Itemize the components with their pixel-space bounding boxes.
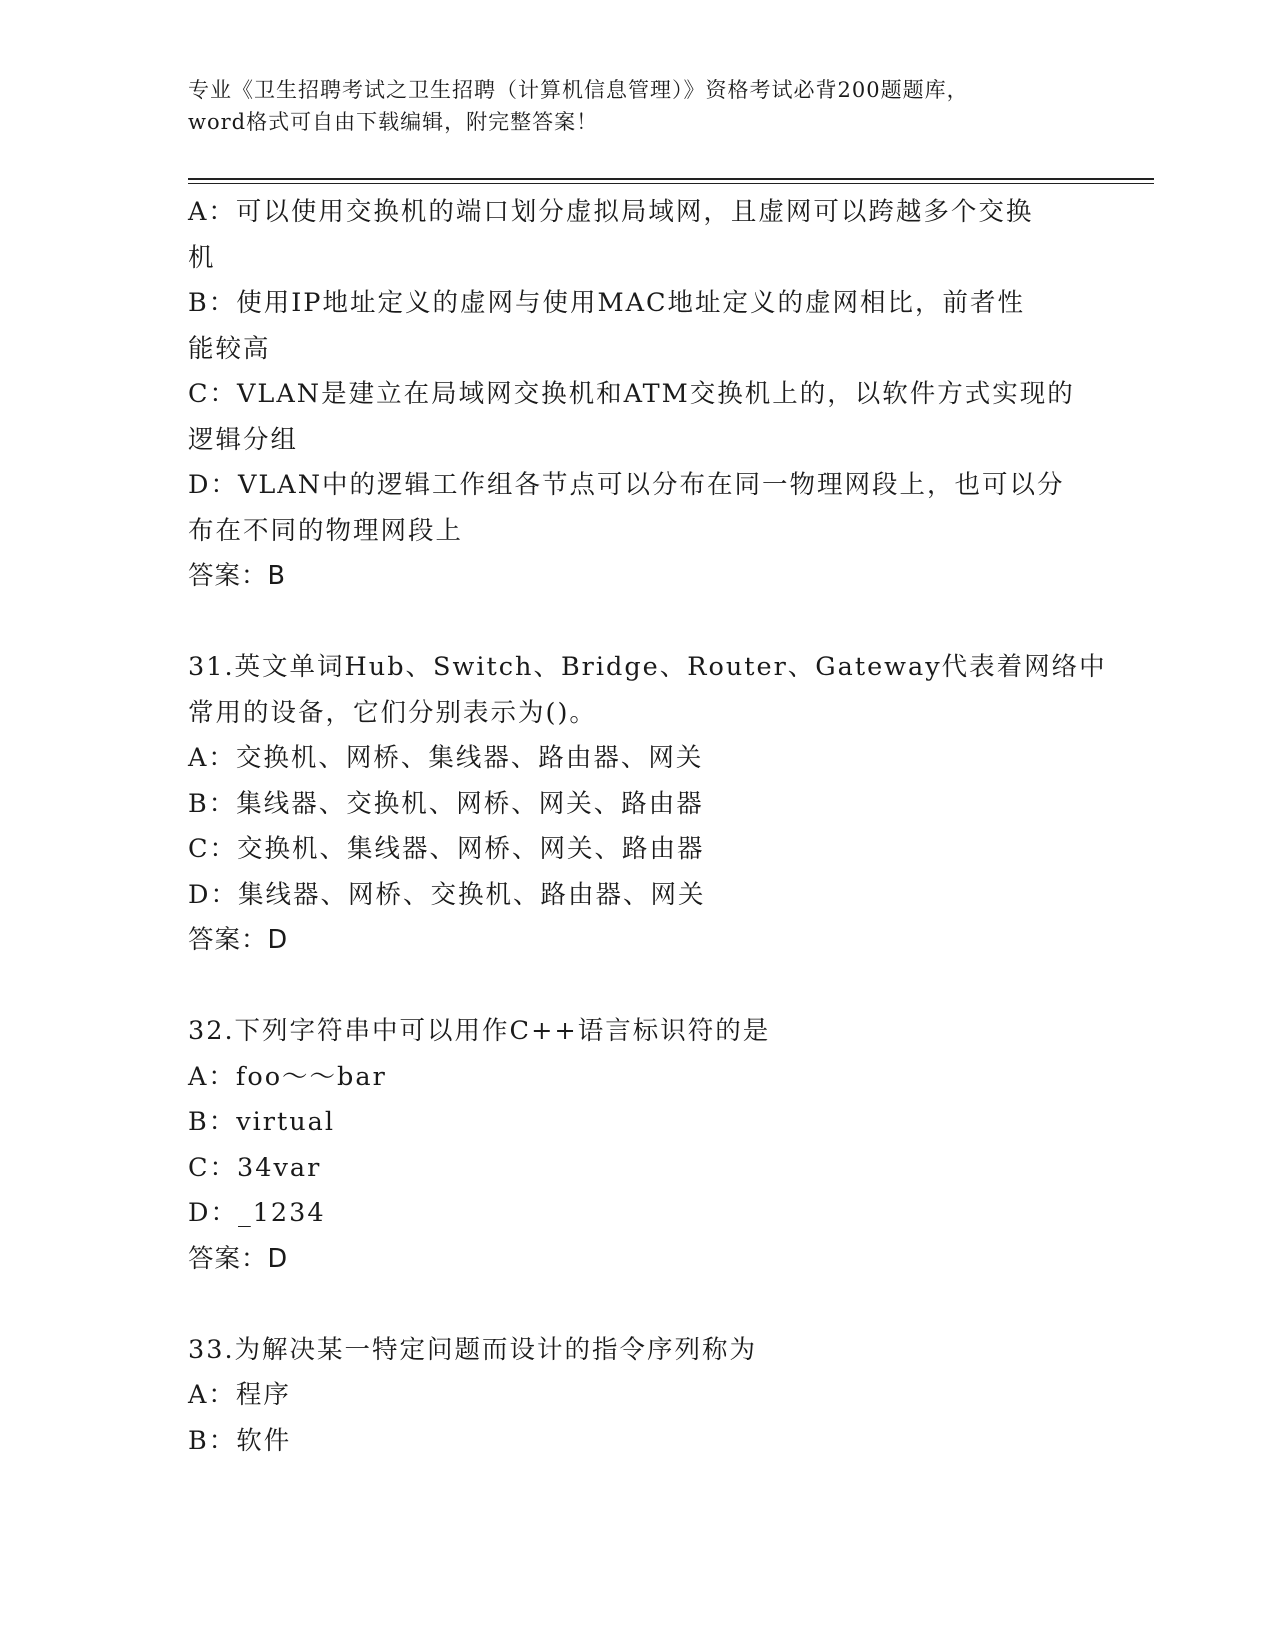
question-30 <box>188 190 1088 600</box>
question-32 <box>188 1009 1088 1282</box>
answer-label: 答案：D <box>188 925 289 955</box>
question-stem: 32.下列字符串中可以用作C++语言标识符的是 <box>188 1016 771 1046</box>
question-stem: 常用的设备，它们分别表示为()。 <box>188 697 597 728</box>
document-header <box>188 74 1088 138</box>
option-text: A：交换机、网桥、集线器、路由器、网关 <box>188 743 704 773</box>
option-text: B：软件 <box>188 1425 292 1456</box>
option-text: 机 <box>188 242 216 273</box>
option-text: B：virtual <box>188 1107 336 1137</box>
question-33 <box>188 1328 1088 1465</box>
answer-label: 答案：B <box>188 561 286 591</box>
option-text: D：_1234 <box>188 1198 326 1228</box>
option-text: B：使用IP地址定义的虚网与使用MAC地址定义的虚网相比，前者性 <box>188 288 1026 318</box>
option-text: A：程序 <box>188 1380 291 1410</box>
header-title-line-1: 专业《卫生招聘考试之卫生招聘（计算机信息管理）》资格考试必背200题题库， <box>188 78 969 102</box>
option-text: A：foo～～bar <box>188 1061 387 1092</box>
option-text: 布在不同的物理网段上 <box>188 515 464 546</box>
option-text: 逻辑分组 <box>188 424 299 455</box>
header-divider <box>188 178 1154 184</box>
question-stem: 31.英文单词Hub、Switch、Bridge、Router、Gateway代表着网络中 <box>188 652 1107 682</box>
option-text: D：VLAN中的逻辑工作组各节点可以分布在同一物理网段上，也可以分 <box>188 470 1065 500</box>
option-text: C：34var <box>188 1152 322 1183</box>
option-text: A：可以使用交换机的端口划分虚拟局域网，且虚网可以跨越多个交换 <box>188 197 1034 227</box>
option-text: C：VLAN是建立在局域网交换机和ATM交换机上的，以软件方式实现的 <box>188 379 1075 409</box>
option-text: C：交换机、集线器、网桥、网关、路由器 <box>188 834 705 864</box>
question-list <box>188 190 1107 1464</box>
question-31 <box>188 645 1107 964</box>
option-text: B：集线器、交换机、网桥、网关、路由器 <box>188 788 704 819</box>
question-stem: 33.为解决某一特定问题而设计的指令序列称为 <box>188 1334 758 1365</box>
answer-label: 答案：D <box>188 1243 289 1274</box>
option-text: D：集线器、网桥、交换机、路由器、网关 <box>188 879 706 910</box>
header-title-line-2: word格式可自由下载编辑，附完整答案！ <box>188 110 599 134</box>
option-text: 能较高 <box>188 333 271 364</box>
